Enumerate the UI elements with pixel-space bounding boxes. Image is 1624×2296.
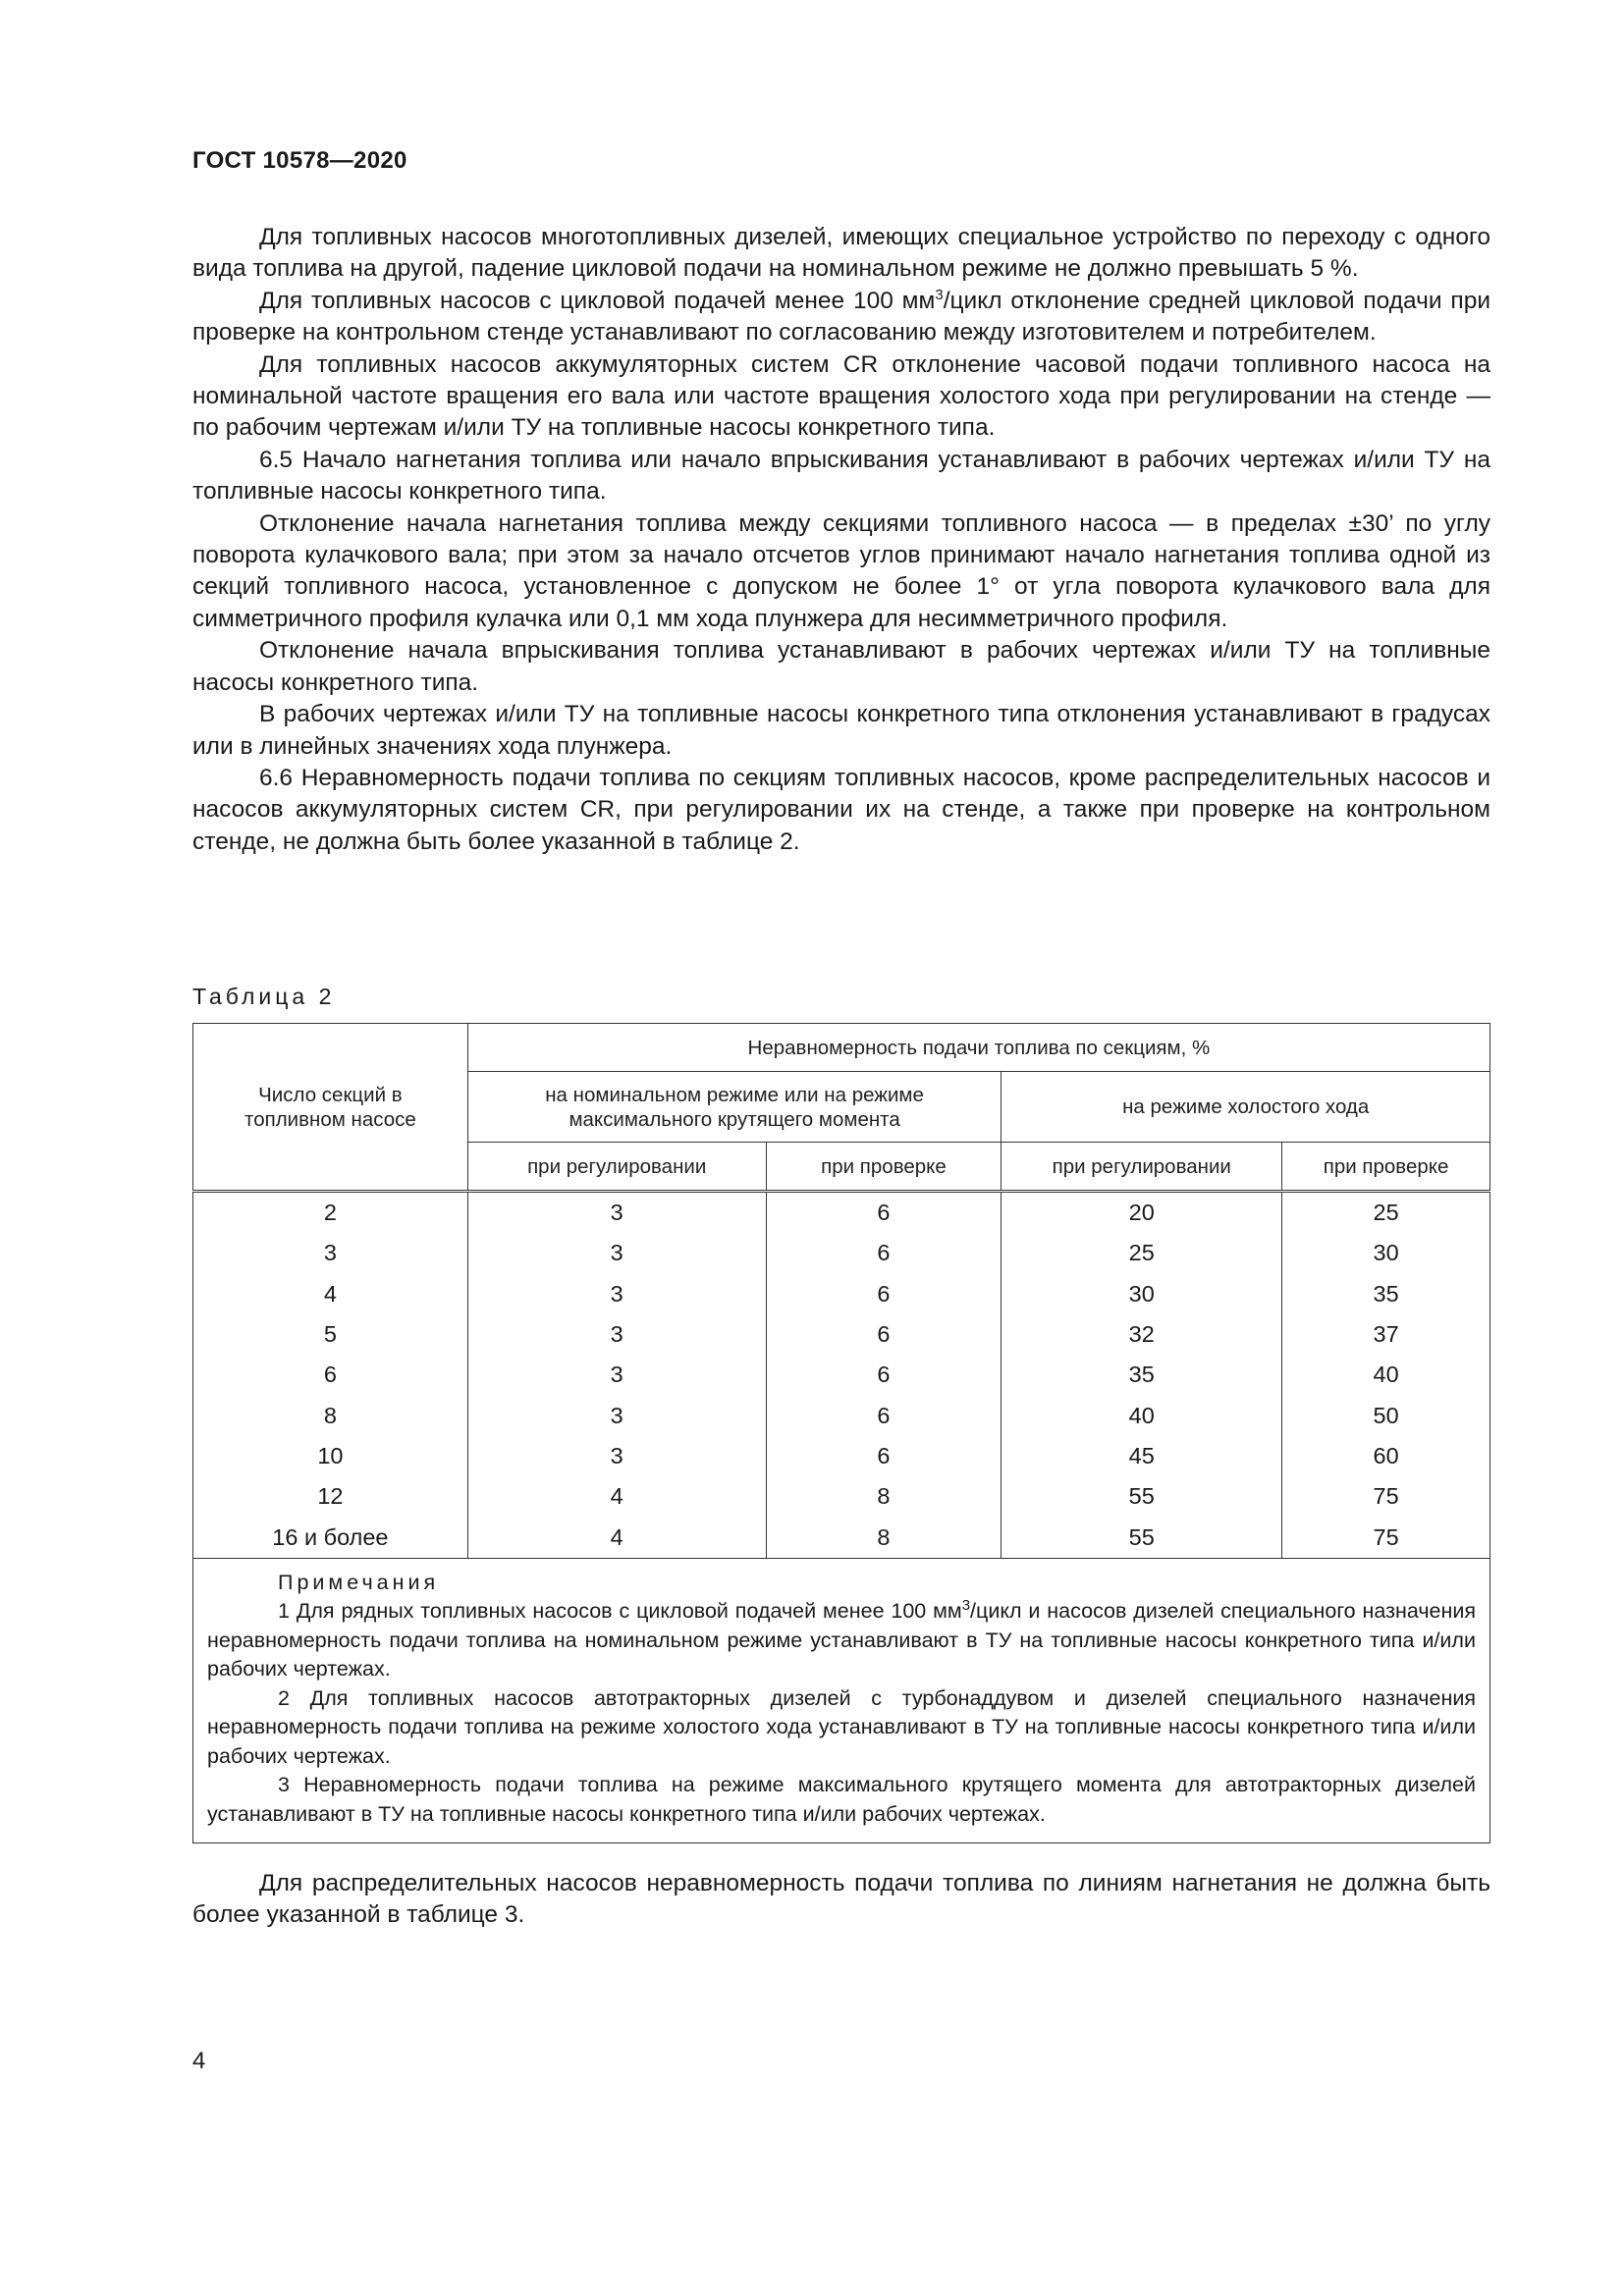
table-cell: 2 xyxy=(193,1192,468,1234)
table-cell: 35 xyxy=(1282,1274,1490,1314)
table-cell: 6 xyxy=(766,1233,1001,1273)
document-header: ГОСТ 10578—2020 xyxy=(192,147,407,174)
table-cell: 8 xyxy=(766,1476,1001,1517)
table-row xyxy=(193,1274,1490,1314)
header-group: Неравномерность подачи топлива по секциям, % xyxy=(467,1024,1489,1072)
table-cell: 40 xyxy=(1282,1355,1490,1395)
table-cell: 25 xyxy=(1001,1233,1282,1273)
table-cell: 6 xyxy=(766,1436,1001,1476)
table-cell: 3 xyxy=(467,1274,766,1314)
table-cell: 10 xyxy=(193,1436,468,1476)
table-cell: 32 xyxy=(1001,1314,1282,1355)
header-regulation: при регулировании xyxy=(467,1143,766,1192)
notes-cell xyxy=(193,1558,1490,1843)
table-body xyxy=(193,1192,1490,1559)
table-cell: 4 xyxy=(467,1517,766,1558)
table-cell: 3 xyxy=(467,1233,766,1273)
note xyxy=(207,1597,1476,1684)
table-cell: 4 xyxy=(193,1274,468,1314)
superscript: 3 xyxy=(935,286,944,303)
note-text: 1 Для рядных топливных насосов с цикловой подачей менее 100 мм xyxy=(278,1599,962,1624)
page-number: 4 xyxy=(192,2048,206,2074)
table-cell: 45 xyxy=(1001,1436,1282,1476)
table-cell: 3 xyxy=(467,1436,766,1476)
table-cell: 6 xyxy=(766,1192,1001,1234)
table-cell: 35 xyxy=(1001,1355,1282,1395)
table-cell: 75 xyxy=(1282,1517,1490,1558)
table-caption: Таблица 2 xyxy=(192,984,336,1009)
data-table xyxy=(192,1023,1490,1843)
table-cell: 3 xyxy=(193,1233,468,1273)
body-text xyxy=(192,222,1490,858)
table-row xyxy=(193,1476,1490,1517)
paragraph-text: Для топливных насосов с цикловой подачей менее 100 мм xyxy=(259,287,936,314)
table-row xyxy=(193,1314,1490,1355)
table-cell: 50 xyxy=(1282,1395,1490,1435)
table-row xyxy=(193,1192,1490,1234)
table-cell: 6 xyxy=(766,1314,1001,1355)
note: 2 Для топливных насосов автотракторных дизелей с турбонаддувом и дизелей специального назначения неравномерность подачи топлива на режиме холостого хода устанавливают в ТУ на топливные насосы конкретного типа и/или рабочих чертежах. xyxy=(207,1685,1476,1768)
note: 3 Неравномерность подачи топлива на режиме максимального крутящего момента для автотракторных дизелей устанавливают в ТУ на топливные насосы конкретного типа и/или рабочих чертежах. xyxy=(207,1773,1476,1826)
table-cell: 6 xyxy=(766,1355,1001,1395)
note-text: /цикл и насосов дизелей специального назначения неравномерность подачи топлива на номинальном режиме устанавливают в ТУ на топливные насосы конкретного типа и/или рабочих чертежах. xyxy=(207,1599,1476,1682)
table-cell: 40 xyxy=(1001,1395,1282,1435)
table-row xyxy=(193,1355,1490,1395)
table-cell: 3 xyxy=(467,1355,766,1395)
table-cell: 3 xyxy=(467,1314,766,1355)
table-cell: 37 xyxy=(1282,1314,1490,1355)
table-cell: 55 xyxy=(1001,1476,1282,1517)
paragraph xyxy=(192,286,1490,349)
table-cell: 3 xyxy=(467,1395,766,1435)
table-cell: 8 xyxy=(193,1395,468,1435)
table-cell: 20 xyxy=(1001,1192,1282,1234)
table-row xyxy=(193,1517,1490,1558)
table-row xyxy=(193,1395,1490,1435)
paragraph: Отклонение начала впрыскивания топлива устанавливают в рабочих чертежах и/или ТУ на топливные насосы конкретного типа. xyxy=(192,637,1490,696)
table-row xyxy=(193,1233,1490,1273)
header-nominal-mode: на номинальном режиме или на режиме максимального крутящего момента xyxy=(467,1072,1001,1143)
table-cell: 8 xyxy=(766,1517,1001,1558)
header-idle-mode: на режиме холостого хода xyxy=(1001,1072,1490,1143)
table-cell: 6 xyxy=(193,1355,468,1395)
superscript: 3 xyxy=(961,1597,971,1615)
paragraph: Для топливных насосов аккумуляторных систем CR отклонение часовой подачи топливного насоса на номинальной частоте вращения его вала или частоте вращения холостого хода при регулировании на стенде — по рабочим чертежам и/или ТУ на топливные насосы конкретного типа. xyxy=(192,350,1490,442)
table-cell: 55 xyxy=(1001,1517,1282,1558)
table-cell: 75 xyxy=(1282,1476,1490,1517)
paragraph: 6.5 Начало нагнетания топлива или начало впрыскивания устанавливают в рабочих чертежах и/или ТУ на топливные насосы конкретного типа. xyxy=(192,446,1490,506)
paragraph: В рабочих чертежах и/или ТУ на топливные насосы конкретного типа отклонения устанавливают в градусах или в линейных значениях хода плунжера. xyxy=(192,701,1490,760)
table-cell: 6 xyxy=(766,1395,1001,1435)
header-check: при проверке xyxy=(1282,1143,1490,1192)
table-cell: 60 xyxy=(1282,1436,1490,1476)
table-cell: 6 xyxy=(766,1274,1001,1314)
table-cell: 30 xyxy=(1282,1233,1490,1273)
table-cell: 12 xyxy=(193,1476,468,1517)
table-head xyxy=(193,1024,1490,1192)
after-text xyxy=(192,1868,1490,1932)
paragraph-text: /цикл отклонение средней цикловой подачи при проверке на контрольном стенде устанавливают по согласованию между изготовителем и потребителем. xyxy=(192,287,1490,347)
paragraph: Для распределительных насосов неравномерность подачи топлива по линиям нагнетания не должна быть более указанной в таблице 3. xyxy=(192,1870,1490,1929)
table-notes xyxy=(193,1558,1490,1843)
table-row xyxy=(193,1436,1490,1476)
table-cell: 4 xyxy=(467,1476,766,1517)
table-cell: 3 xyxy=(467,1192,766,1234)
paragraph: Для топливных насосов многотопливных дизелей, имеющих специальное устройство по переходу с одного вида топлива на другой, падение цикловой подачи на номинальном режиме не должно превышать 5 %. xyxy=(192,224,1490,283)
table-cell: 30 xyxy=(1001,1274,1282,1314)
paragraph: 6.6 Неравномерность подачи топлива по секциям топливных насосов, кроме распределительных насосов и насосов аккумуляторных систем CR, при регулировании их на стенде, а также при проверке на контрольном стенде, не должна быть более указанной в таблице 2. xyxy=(192,764,1490,855)
header-sections-count: Число секций в топливном насосе xyxy=(193,1024,468,1192)
header-regulation: при регулировании xyxy=(1001,1143,1282,1192)
table-cell: 25 xyxy=(1282,1192,1490,1234)
table-cell: 5 xyxy=(193,1314,468,1355)
table-cell: 16 и более xyxy=(193,1517,468,1558)
paragraph: Отклонение начала нагнетания топлива между секциями топливного насоса — в пределах ±30’ по углу поворота кулачкового вала; при этом за начало отсчетов углов принимают начало нагнетания топлива одной из секций топливного насоса, установленное с допуском не более 1° от угла поворота кулачкового вала для симметричного профиля кулачка или 0,1 мм хода плунжера для несимметричного профиля. xyxy=(192,509,1490,632)
notes-title: Примечания xyxy=(278,1570,440,1594)
header-check: при проверке xyxy=(766,1143,1001,1192)
